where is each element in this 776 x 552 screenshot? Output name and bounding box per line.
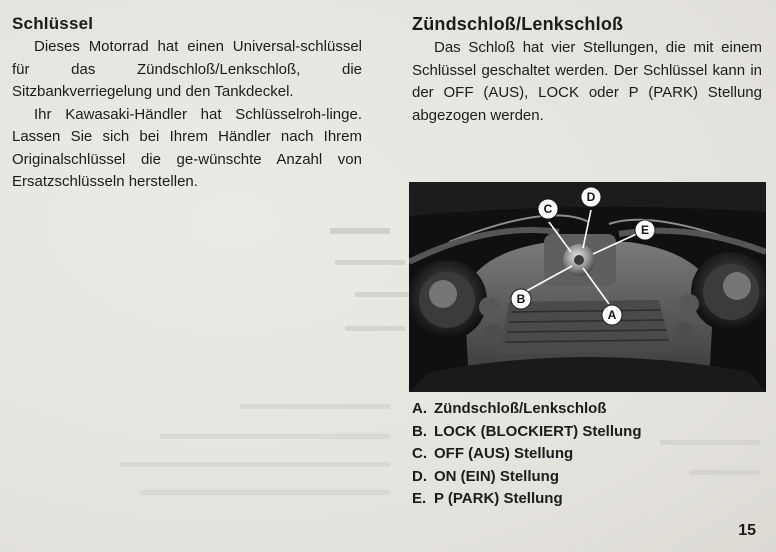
callout-b: B — [516, 292, 526, 306]
section-heading-ignition-lock: Zündschloß/Lenkschloß — [412, 14, 624, 34]
callout-a: A — [607, 308, 617, 322]
legend-item-c: C. OFF (AUS) Stellung — [412, 445, 574, 462]
figure-legend — [412, 398, 742, 511]
callout-c: C — [543, 202, 553, 216]
paragraph-lock-positions: Das Schloß hat vier Stellungen, die mit einem Schlüssel geschaltet werden. Der Schlüssel kann in der OFF (AUS), LOCK oder P (PARK) Stellung abgezogen werden. — [412, 39, 762, 124]
legend-item-b: B. LOCK (BLOCKIERT) Stellung — [412, 422, 642, 440]
section-key — [12, 14, 362, 194]
legend-item-d: D. ON (EIN) Stellung — [412, 467, 559, 485]
callout-e: E — [640, 223, 650, 237]
callout-d: D — [586, 190, 596, 204]
section-ignition-lock — [412, 14, 762, 127]
ignition-lock-photo — [409, 182, 766, 392]
page-number: 15 — [738, 522, 756, 539]
section-heading-key: Schlüssel — [12, 14, 94, 33]
legend-item-a: A. Zündschloß/Lenkschloß — [412, 400, 607, 417]
photo-illustration — [409, 182, 766, 392]
paragraph-key-dealer: Ihr Kawasaki-Händler hat Schlüsselroh-linge. Lassen Sie sich bei Ihrem Händler nach Ihrem Originalschlüssel die ge-wünschte Anzahl von Ersatzschlüsseln herstellen. — [12, 105, 362, 190]
legend-item-e: E. P (PARK) Stellung — [412, 490, 563, 507]
paragraph-key-universal: Dieses Motorrad hat einen Universal-schlüssel für das Zündschloß/Lenkschloß, die Sitzbankverriegelung und den Tankdeckel. — [12, 38, 362, 100]
